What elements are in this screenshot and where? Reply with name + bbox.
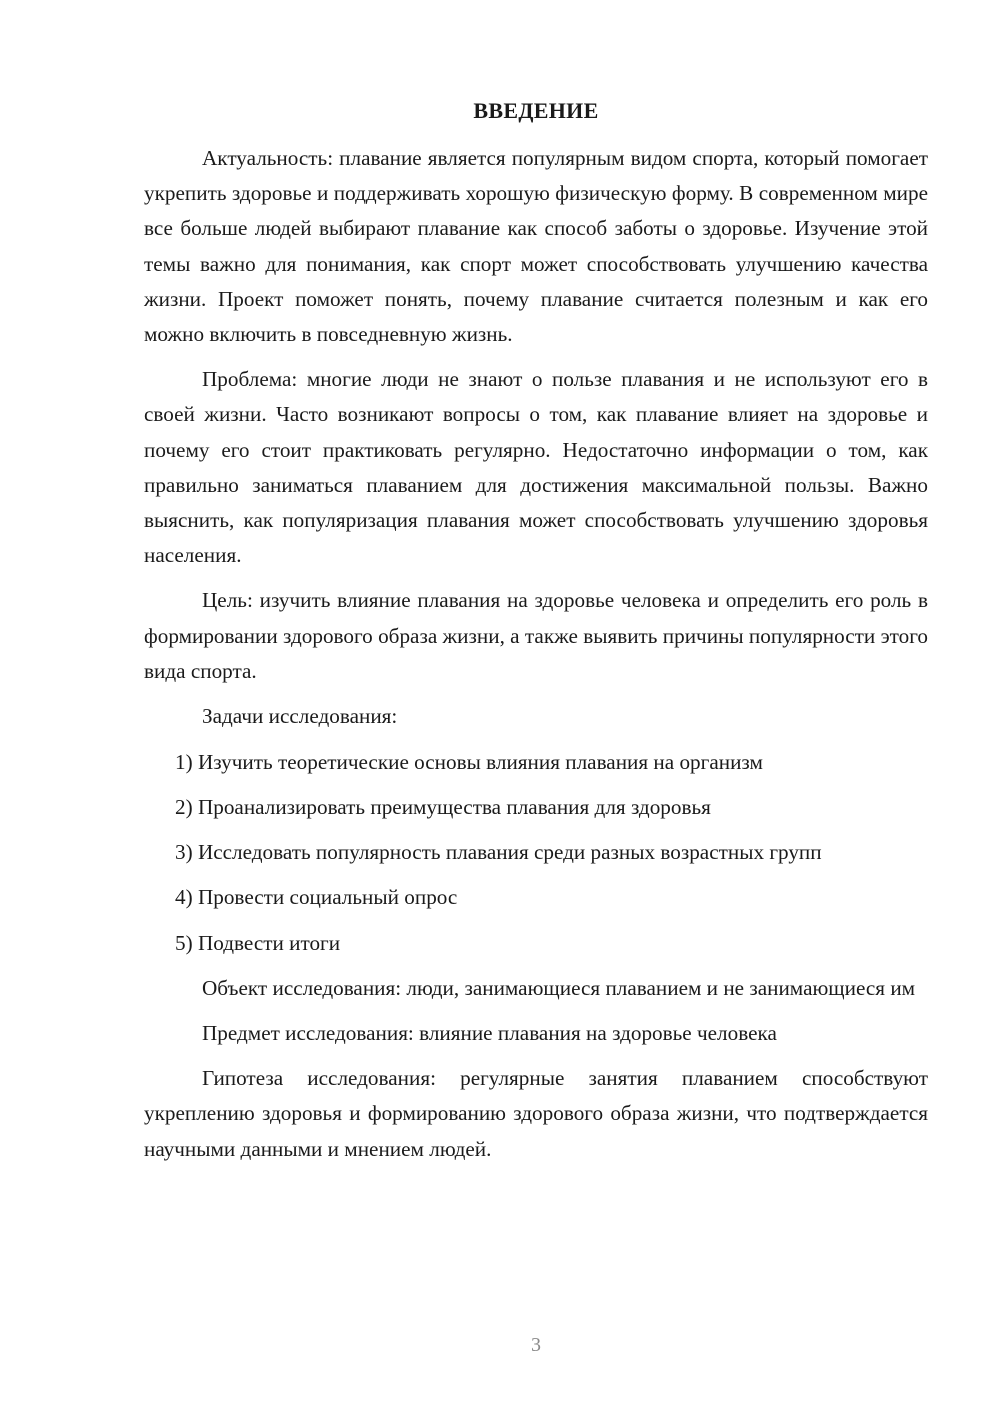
task-item-5: 5) Подвести итоги bbox=[175, 930, 341, 955]
task-item-4: 4) Провести социальный опрос bbox=[175, 885, 458, 910]
task-item-3: 3) Исследовать популярность плавания среди разных возрастных групп bbox=[175, 840, 822, 865]
goal-paragraph: Цель: изучить влияние плавания на здоровье человека и определить его роль в формировании здорового образа жизни, а также выявить причины популярности этого вида спорта. bbox=[144, 588, 928, 683]
page-number: 3 bbox=[531, 1334, 541, 1356]
section-title: ВВЕДЕНИЕ bbox=[473, 98, 599, 123]
subject-paragraph: Предмет исследования: влияние плавания на здоровье человека bbox=[202, 1020, 777, 1045]
problem-paragraph: Проблема: многие люди не знают о пользе плавания и не используют его в своей жизни. Часто возникают вопросы о том, как плавание влияет на здоровье и почему его стоит практиковать регулярно. Недостаточно информации о том, как правильно заниматься плаванием для достижения максимальной пользы. Важно выяснить, как популяризация плавания может способствовать улучшению здоровья населения. bbox=[144, 367, 928, 568]
tasks-heading: Задачи исследования: bbox=[202, 704, 398, 729]
object-paragraph: Объект исследования: люди, занимающиеся плаванием и не занимающиеся им bbox=[202, 975, 916, 1000]
document-body bbox=[144, 141, 928, 1177]
relevance-paragraph: Актуальность: плавание является популярным видом спорта, который помогает укрепить здоровье и поддерживать хорошую физическую форму. В современном мире все больше людей выбирают плавание как способ заботы о здоровье. Изучение этой темы важно для понимания, как спорт может способствовать улучшению качества жизни. Проект поможет понять, почему плавание считается полезным и как его можно включить в повседневную жизнь. bbox=[144, 146, 928, 347]
document-page bbox=[144, 0, 928, 1414]
task-item-1: 1) Изучить теоретические основы влияния плавания на организм bbox=[175, 749, 763, 774]
hypothesis-paragraph: Гипотеза исследования: регулярные занятия плаванием способствуют укреплению здоровья и формированию здорового образа жизни, что подтверждается научными данными и мнением людей. bbox=[144, 1066, 928, 1161]
task-item-2: 2) Проанализировать преимущества плавания для здоровья bbox=[175, 794, 711, 819]
